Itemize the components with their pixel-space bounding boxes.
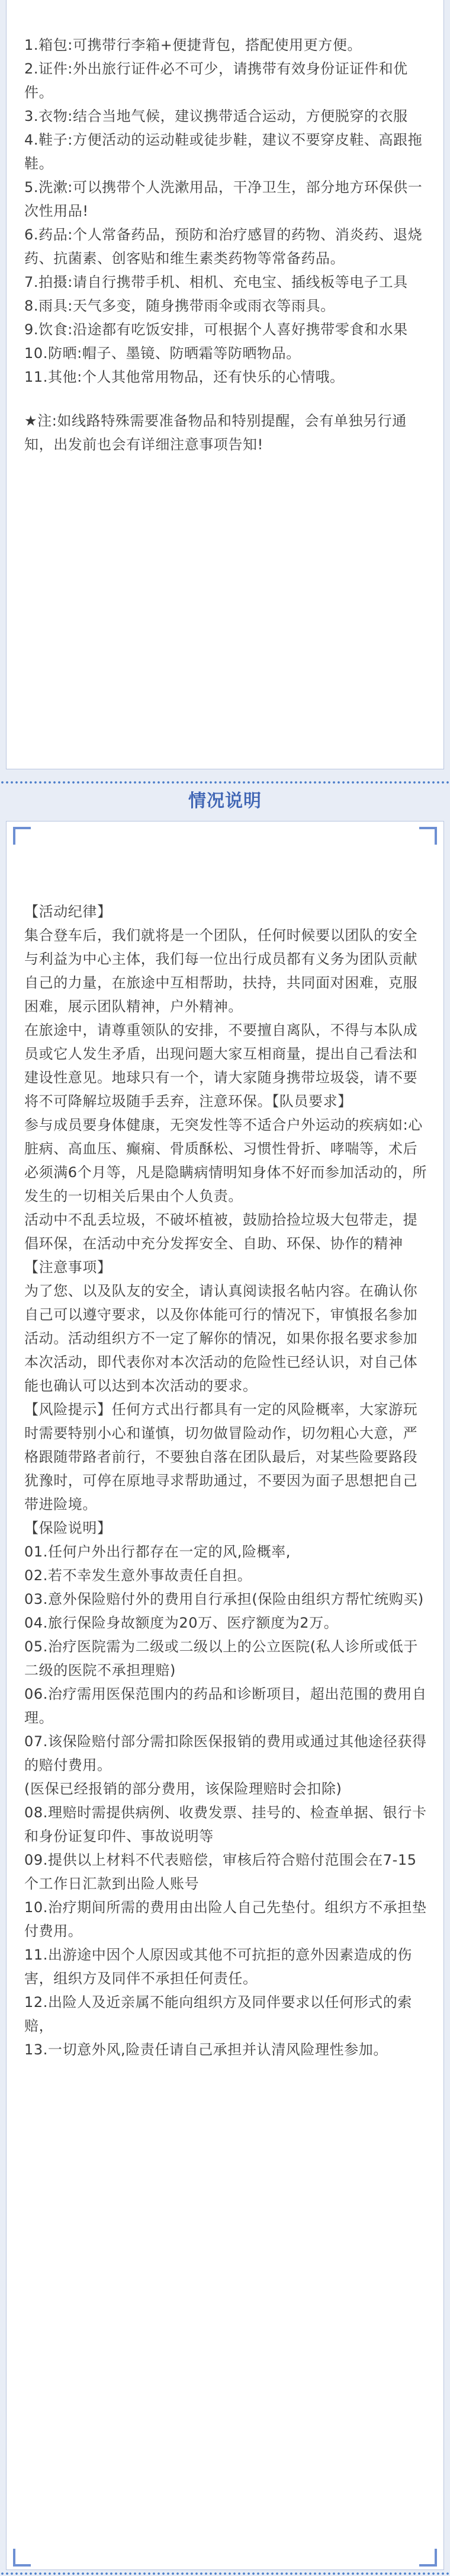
detail-paragraph: 11.出游途中因个人原因或其他不可抗拒的意外因素造成的伤害，组织方及同伴不承担任何责任。 bbox=[24, 1947, 412, 1987]
dotted-divider bbox=[0, 781, 450, 784]
dotted-divider bbox=[0, 2572, 450, 2575]
packing-list-card bbox=[6, 0, 444, 769]
detail-paragraph: 09.提供以上材料不代表赔偿，审核后符合赔付范围会在7-15个工作日汇款到出险人账号 bbox=[24, 1852, 417, 1892]
packing-item-1: 1.箱包:可携带行李箱+便捷背包，搭配使用更方便。 bbox=[24, 37, 362, 53]
spacer bbox=[24, 389, 428, 409]
detail-paragraph: 05.治疗医院需为二级或二级以上的公立医院(私人诊所或低于二级的医院不承担理赔) bbox=[24, 1638, 418, 1679]
corner-decoration bbox=[419, 827, 437, 845]
detail-paragraph: 04.旅行保险身故额度为20万、医疗额度为2万。 bbox=[24, 1615, 339, 1631]
packing-item-5: 5.洗漱:可以携带个人洗漱用品，干净卫生，部分地方环保供一次性用品! bbox=[24, 179, 423, 219]
packing-item-2: 2.证件:外出旅行证件必不可少，请携带有效身份证证件和优件。 bbox=[24, 60, 408, 101]
detail-paragraph: 【风险提示】任何方式出行都具有一定的风险概率，大家游玩时需要特别小心和谨慎，切勿做冒险动作，切勿粗心大意，严格跟随带路者前行，不要独自落在团队最后，对某些险要路段犹豫时，可停在原地寻求帮助通过，不要因为面子思想把自己带进险境。 bbox=[24, 1401, 418, 1513]
packing-item-11: 11.其他:个人其他常用物品，还有快乐的心情哦。 bbox=[24, 369, 345, 385]
detail-paragraph: 集合登车后，我们就将是一个团队，任何时候要以团队的安全与利益为中心主体，我们每一位出行成员都有义务为团队贡献自己的力量，在旅途中互相帮助，扶持，共同面对困难，克服困难，展示团队精神，户外精神。 bbox=[24, 927, 418, 1015]
detail-paragraph: 12.出险人及近亲属不能向组织方及同伴要求以任何形式的索赔， bbox=[24, 1994, 412, 2034]
detail-paragraph: 在旅途中，请尊重领队的安排，不要擅自离队，不得与本队成员或它人发生矛盾，出现问题大家互相商量，提出自己看法和建设性意见。地球只有一个，请大家随身携带垃圾袋，请不要将不可降解垃圾随手丢弃，注意环保。【队员要求】 bbox=[24, 1022, 418, 1110]
packing-note: ★注:如线路特殊需要准备物品和特别提醒，会有单独另行通知，出发前也会有详细注意事项告知! bbox=[24, 413, 407, 453]
corner-decoration bbox=[419, 2549, 437, 2567]
detail-paragraph: 活动中不乱丢垃圾，不破坏植被，鼓励拾捡垃圾大包带走，提倡环保，在活动中充分发挥安全、自助、环保、协作的精神 bbox=[24, 1212, 418, 1252]
detail-paragraph: 02.若不幸发生意外事故责任自担。 bbox=[24, 1567, 252, 1584]
detail-paragraph: 13.一切意外风,险责任请自己承担并认清风险理性参加。 bbox=[24, 2041, 388, 2058]
detail-paragraph: 01.任何户外出行都存在一定的风,险概率, bbox=[24, 1543, 291, 1560]
packing-item-7: 7.拍摄:请自行携带手机、相机、充电宝、插线板等电子工具 bbox=[24, 274, 408, 290]
detail-paragraph: 【活动纪律】 bbox=[24, 903, 112, 920]
details-content bbox=[24, 900, 428, 2062]
detail-paragraph: 03.意外保险赔付外的费用自行承担(保险由组织方帮忙统购买) bbox=[24, 1591, 424, 1607]
packing-item-8: 8.雨具:天气多变，随身携带雨伞或雨衣等雨具。 bbox=[24, 298, 335, 314]
detail-paragraph: 【保险说明】 bbox=[24, 1520, 112, 1536]
packing-item-3: 3.衣物:结合当地气候，建议携带适合运动，方便脱穿的衣服 bbox=[24, 108, 408, 124]
detail-paragraph: 06.治疗需用医保范围内的药品和诊断项目，超出范围的费用自理。 bbox=[24, 1686, 427, 1726]
corner-decoration bbox=[13, 2549, 31, 2567]
detail-paragraph: 【注意事项】 bbox=[24, 1259, 112, 1276]
packing-item-4: 4.鞋子:方便活动的运动鞋或徒步鞋，建议不要穿皮鞋、高跟拖鞋。 bbox=[24, 132, 423, 172]
packing-list bbox=[24, 33, 428, 456]
detail-paragraph: 07.该保险赔付部分需扣除医保报销的费用或通过其他途径获得的赔付费用。 bbox=[24, 1733, 427, 1773]
details-card bbox=[6, 821, 444, 2570]
detail-paragraph: 参与成员要身体健康，无突发性等不适合户外运动的疾病如:心脏病、高血压、癫痫、骨质酥松、习惯性骨折、哮喘等，术后必须满6个月等，凡是隐瞒病情明知身体不好而参加活动的，所发生的一切相关后果由个人负责。 bbox=[24, 1117, 427, 1204]
detail-paragraph: 08.理赔时需提供病例、收费发票、挂号的、检查单据、银行卡和身份证复印件、事故说明等 bbox=[24, 1804, 427, 1845]
detail-paragraph: 10.治疗期间所需的费用由出险人自己先垫付。组织方不承担垫付费用。 bbox=[24, 1899, 427, 1939]
packing-item-9: 9.饮食:沿途都有吃饭安排，可根据个人喜好携带零食和水果 bbox=[24, 321, 408, 338]
packing-item-10: 10.防晒:帽子、墨镜、防晒霜等防晒物品。 bbox=[24, 345, 301, 362]
packing-item-6: 6.药品:个人常备药品，预防和治疗感冒的药物、消炎药、退烧药、抗菌素、创客贴和维生素类药物等常备药品。 bbox=[24, 226, 423, 267]
detail-paragraph: 为了您、以及队友的安全，请认真阅读报名帖内容。在确认你自己可以遵守要求，以及你体能可行的情况下，审慎报名参加活动。活动组织方不一定了解你的情况，如果你报名要求参加本次活动，即代表你对本次活动的危险性已经认识，对自己体能也确认可以达到本次活动的要求。 bbox=[24, 1283, 418, 1394]
detail-paragraph: (医保已经报销的部分费用，该保险理赔时会扣除) bbox=[24, 1781, 342, 1797]
section-title: 情况说明 bbox=[188, 791, 262, 811]
corner-decoration bbox=[13, 827, 31, 845]
